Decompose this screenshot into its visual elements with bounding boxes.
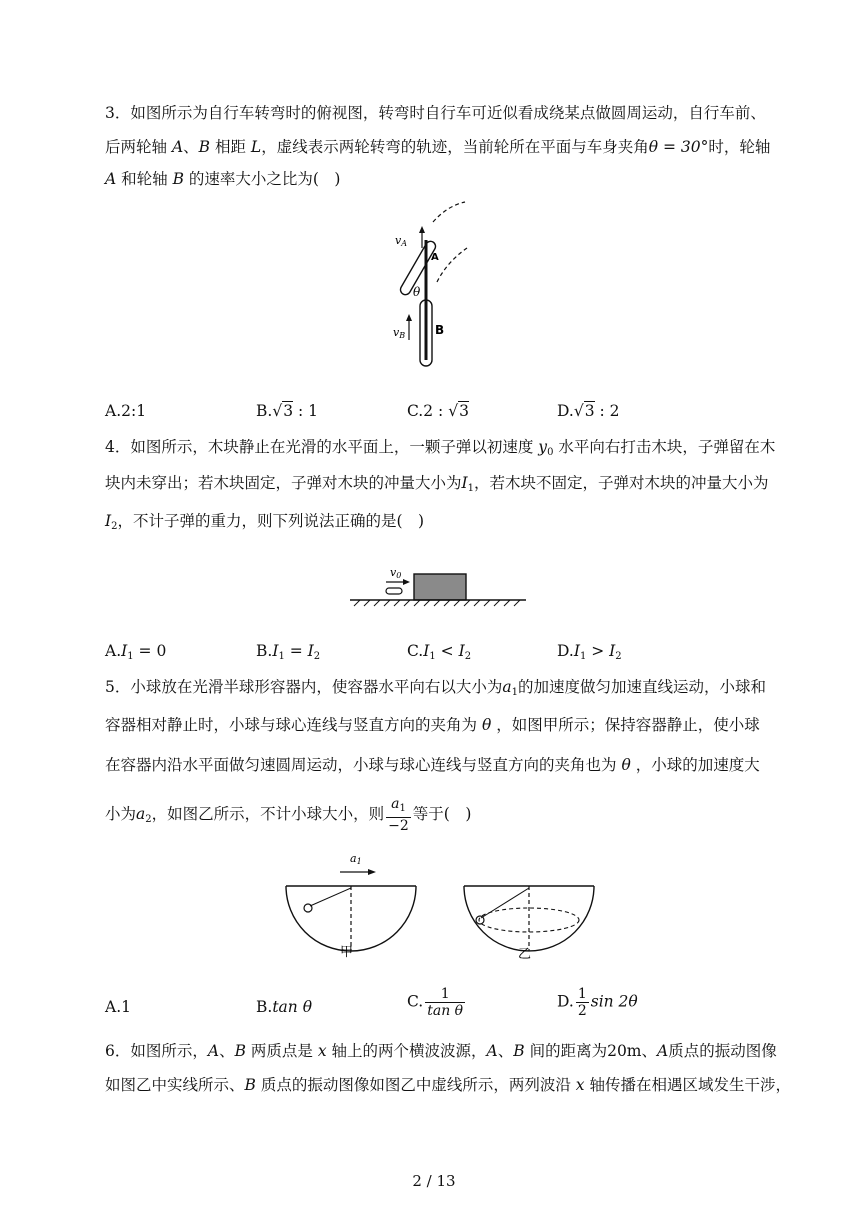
q5-fig-label-a1: a1: [350, 852, 362, 866]
q4-line-2: 块内未穿出；若木块固定，子弹对木块的冲量大小为$I_1$，若木块不固定，子弹对木块的冲量大小为: [105, 474, 769, 494]
q5-fraction: $\frac{a_1}{-2}$: [388, 796, 409, 834]
q5-option-d[interactable]: D. $\frac{1}{2}$ sin 2θ: [557, 986, 638, 1019]
q5-option-b[interactable]: B.tan θ: [256, 998, 313, 1016]
q5-line-1: 5．小球放在光滑半球形容器内，使容器水平向右以大小为$a_1$的加速度做匀加速直线运动，小球和: [105, 678, 767, 698]
q3-fig-label-A: A: [431, 252, 439, 263]
q5-option-c[interactable]: C. $\frac{1}{\text{tan θ}}$: [407, 986, 464, 1019]
q5-option-a[interactable]: A.1: [105, 998, 131, 1016]
q5-line-4: 小为$a_2$，如图乙所示，不计小球大小，则 $\frac{a_1}{-2}$ 等于( ): [105, 796, 472, 834]
q5-hemisphere-figures: [280, 848, 600, 976]
q4-fig-label-v0: v0: [390, 566, 402, 580]
q3-line-3: A 和轮轴 B 的速率大小之比为( ): [105, 170, 341, 188]
q4-option-d[interactable]: $D.I_1 > I_2$: [557, 642, 622, 662]
q5-fig-label-yi: 乙: [518, 947, 532, 962]
q5-line-3: 在容器内沿水平面做匀速圆周运动，小球与球心连线与竖直方向的夹角也为 θ ，小球的加速度大: [105, 756, 760, 774]
q4-line-3: $I_2$，不计子弹的重力，则下列说法正确的是( ): [105, 512, 425, 532]
q3-option-c[interactable]: C.2 : √3: [407, 402, 469, 420]
q4-option-b[interactable]: $B.I_1 = I_2$: [256, 642, 321, 662]
page-number: 2 / 13: [412, 1172, 456, 1190]
q3-bicycle-figure: [385, 200, 485, 380]
q3-option-d[interactable]: D.√3 : 2: [557, 402, 620, 420]
q3-fig-label-vA: vA: [395, 234, 407, 248]
q3-fig-label-B: B: [435, 323, 445, 337]
q3-option-b[interactable]: B.√3 : 1: [256, 402, 319, 420]
q3-fig-label-theta: θ: [413, 285, 421, 299]
q6-line-2: 如图乙中实线所示、B 质点的振动图像如图乙中虚线所示，两列波沿 x 轴传播在相遇区域发生干涉，: [105, 1076, 791, 1094]
q4-block-bullet-figure: [350, 560, 530, 616]
q3-line-1: 3．如图所示为自行车转弯时的俯视图，转弯时自行车可近似看成绕某点做圆周运动，自行车前、: [105, 104, 766, 122]
q4-option-a[interactable]: $A.I_1 = 0$: [105, 642, 167, 662]
q3-option-a[interactable]: A.2:1: [105, 402, 147, 420]
q5-line-2: 容器相对静止时，小球与球心连线与竖直方向的夹角为 θ ，如图甲所示；保持容器静止，使小球: [105, 716, 760, 734]
q6-line-1: 6．如图所示，A、B 两质点是 x 轴上的两个横波波源，A、B 间的距离为20m、A质点的振动图像: [105, 1042, 777, 1060]
q3-line-2: 后两轮轴 A、B 相距 L，虚线表示两轮转弯的轨迹，当前轮所在平面与车身夹角θ = 30°时，轮轴: [105, 138, 771, 156]
q3-fig-label-vB: vB: [393, 326, 406, 340]
q4-line-1: 4．如图所示，木块静止在光滑的水平面上，一颗子弹以初速度 $y_0$ 水平向右打击木块，子弹留在木: [105, 438, 776, 458]
q5-fig-label-jia: 甲: [340, 945, 354, 960]
q4-option-c[interactable]: $C.I_1 < I_2$: [407, 642, 472, 662]
